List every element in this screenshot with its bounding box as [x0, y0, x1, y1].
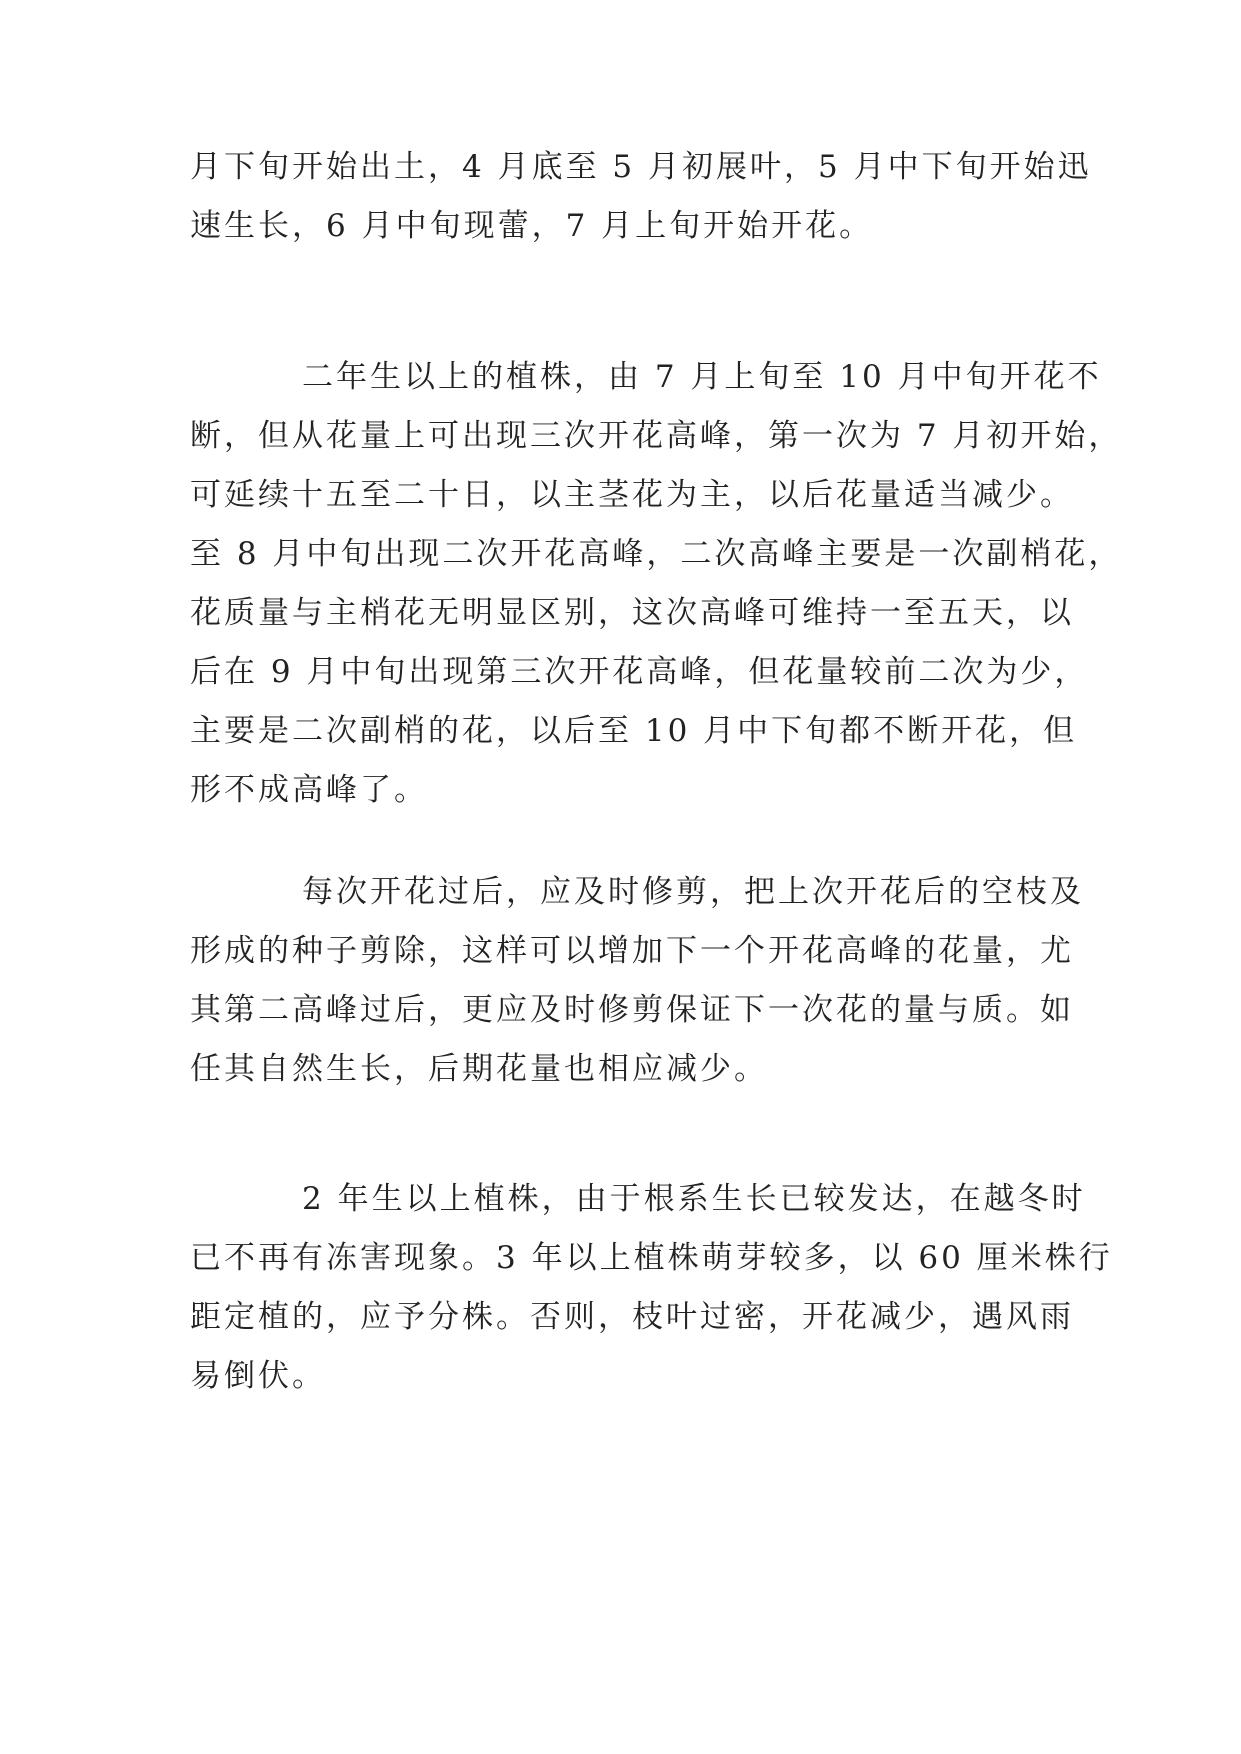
paragraph-1	[190, 138, 1092, 256]
paragraph-line: 已不再有冻害现象。3 年以上植株萌芽较多，以 60 厘米株行	[190, 1240, 1113, 1276]
paragraph-line: 至 8 月中旬出现二次开花高峰，二次高峰主要是一次副梢花，	[190, 536, 1123, 572]
paragraph-line: 2 年生以上植株，由于根系生长已较发达，在越冬时	[302, 1181, 1086, 1217]
paragraph-line: 距定植的，应予分株。否则，枝叶过密，开花减少，遇风雨	[190, 1299, 1074, 1335]
paragraph-line: 形不成高峰了。	[190, 772, 428, 808]
paragraph-line: 其第二高峰过后，更应及时修剪保证下一次花的量与质。如	[190, 992, 1074, 1028]
paragraph-line: 主要是二次副梢的花，以后至 10 月中下旬都不断开花，但	[190, 713, 1078, 749]
paragraph-line: 月下旬开始出土，4 月底至 5 月初展叶，5 月中下旬开始迅	[190, 149, 1092, 185]
paragraph-line: 断，但从花量上可出现三次开花高峰，第一次为 7 月初开始，	[190, 418, 1123, 454]
paragraph-line: 易倒伏。	[190, 1358, 326, 1394]
paragraph-line: 速生长，6 月中旬现蕾，7 月上旬开始开花。	[190, 208, 874, 244]
paragraph-line: 形成的种子剪除，这样可以增加下一个开花高峰的花量，尤	[190, 933, 1074, 969]
paragraph-2	[190, 348, 1123, 820]
paragraph-line: 花质量与主梢花无明显区别，这次高峰可维持一至五天，以	[190, 595, 1074, 631]
paragraph-line: 后在 9 月中旬出现第三次开花高峰，但花量较前二次为少，	[190, 654, 1089, 690]
paragraph-4	[190, 1170, 1113, 1406]
paragraph-3	[190, 863, 1084, 1099]
paragraph-line: 二年生以上的植株，由 7 月上旬至 10 月中旬开花不	[302, 359, 1102, 395]
paragraph-line: 任其自然生长，后期花量也相应减少。	[190, 1051, 768, 1087]
paragraph-line: 可延续十五至二十日，以主茎花为主，以后花量适当减少。	[190, 477, 1074, 513]
paragraph-line: 每次开花过后，应及时修剪，把上次开花后的空枝及	[302, 874, 1084, 910]
